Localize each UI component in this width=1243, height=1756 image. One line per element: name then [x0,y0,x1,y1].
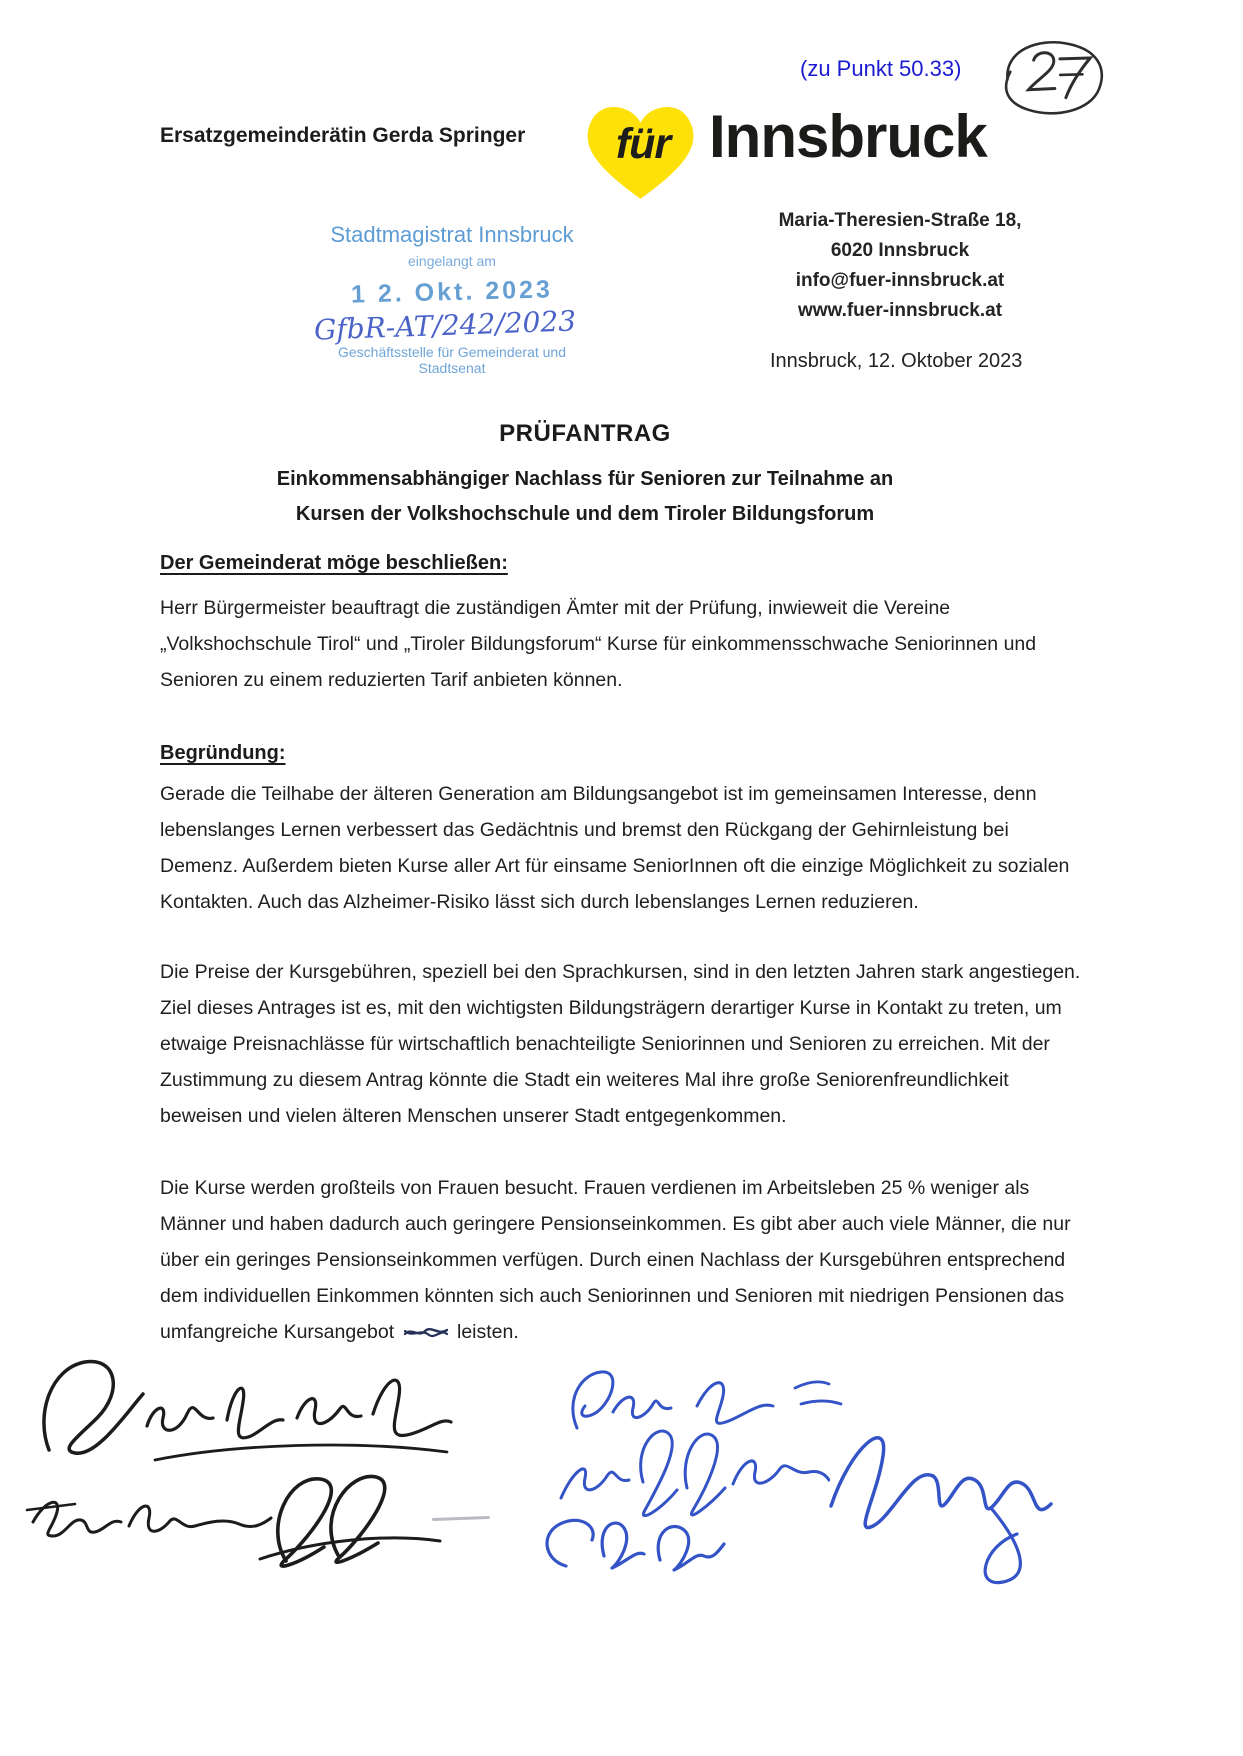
party-logo [583,96,1003,201]
paragraph-3-text-after: leisten. [457,1321,519,1343]
justification-paragraph-2: Die Preise der Kursgebühren, speziell bei den Sprachkursen, sind in den letzten Jahren stark angestiegen. Ziel dieses Antrages ist es, mit den wichtigsten Bildungsträgern derartiger Kurse in Kontakt zu treten, um etwaige Preisnachlässe für wirtschaftlich benachteiligte Seniorinnen und Senioren zu erreichen. Mit der Zustimmung zu diesem Antrag könnte die Stadt ein weiteres Mal ihre große Seniorenfreundlichkeit beweisen und vielen älteren Menschen unserer Stadt entgegenkommen. [160,961,1081,1127]
justification-paragraph-3 [160,1170,1088,1352]
logo-fuer-text: für [615,120,671,168]
sender-name: Ersatzgemeinderätin Gerda Springer [160,124,526,147]
signature-3 [252,1463,447,1578]
justification-heading: Begründung: [160,742,286,764]
ink-scribble-icon [403,1316,449,1352]
subtitle-line-1: Einkommensabhängiger Nachlass für Senioren zur Teilnahme an [276,468,894,490]
paragraph-3-text-before: Die Kurse werden großteils von Frauen besucht. Frauen verdienen im Arbeitsleben 25 % weniger als Männer und haben dadurch auch geringere Pensionseinkommen. Es gibt aber auch viele Männer, die nur über ein geringes Pensionseinkommen verfügen. Durch einen Nachlass der Kursgebühren entsprechend dem individuellen Einkommen könnten sich auch Seniorinnen und Senioren mit niedrigen Pensionen das umfangreiche Kursangebot [160,1177,1071,1343]
document-subtitle [160,462,1010,532]
document-title: PRÜFANTRAG [499,420,671,447]
justification-paragraph-1: Gerade die Teilhabe der älteren Generation am Bildungsangebot ist im gemeinsamen Interesse, denn lebenslanges Lernen verbessert das Gedächtnis und bremst den Rückgang der Gehirnleistung bei Demenz. Außerdem bieten Kurse aller Art für einsame SeniorInnen oft die einzige Möglichkeit zu sozialen Kontakten. Auch das Alzheimer-Risiko lässt sich durch lebenslanges Lernen reduzieren. [160,783,1070,913]
contact-city: 6020 Innsbruck [830,240,970,261]
stamp-file-reference: GfbR-AT/242/2023 [313,304,577,347]
signature-6 [530,1508,740,1593]
circled-page-number-icon [988,28,1114,126]
contact-email: info@fuer-innsbruck.at [795,270,1005,291]
stamp-received-label: eingelangt am [408,253,496,269]
resolution-paragraph: Herr Bürgermeister beauftragt die zuständigen Ämter mit der Prüfung, inwieweit die Vereine „Volkshochschule Tirol“ und „Tiroler Bildungsforum“ Kurse für einkommensschwache Seniorinnen und Senioren zu einem reduzierten Tarif anbieten können. [160,597,1037,691]
dateline: Innsbruck, 12. Oktober 2023 [770,350,1023,372]
resolution-heading: Der Gemeinderat möge beschließen: [160,552,508,574]
agenda-reference-note: (zu Punkt 50.33) [800,56,962,81]
contact-street: Maria-Theresien-Straße 18, [778,210,1022,231]
signature-2 [25,1482,275,1557]
stamp-organization: Stadtmagistrat Innsbruck [330,222,574,247]
incoming-stamp [312,222,592,376]
stamp-office: Geschäftsstelle für Gemeinderat und Stadtsenat [337,344,566,376]
logo-brand-text: Innsbruck [709,103,987,170]
contact-website: www.fuer-innsbruck.at [797,300,1003,321]
signature-1 [35,1352,455,1472]
stamp-date: 1 2. Okt. 2023 [350,275,554,309]
subtitle-line-2: Kursen der Volkshochschule und dem Tiroler Bildungsforum [295,503,875,525]
signature-7 [795,1388,1065,1598]
contact-block [760,206,1040,326]
